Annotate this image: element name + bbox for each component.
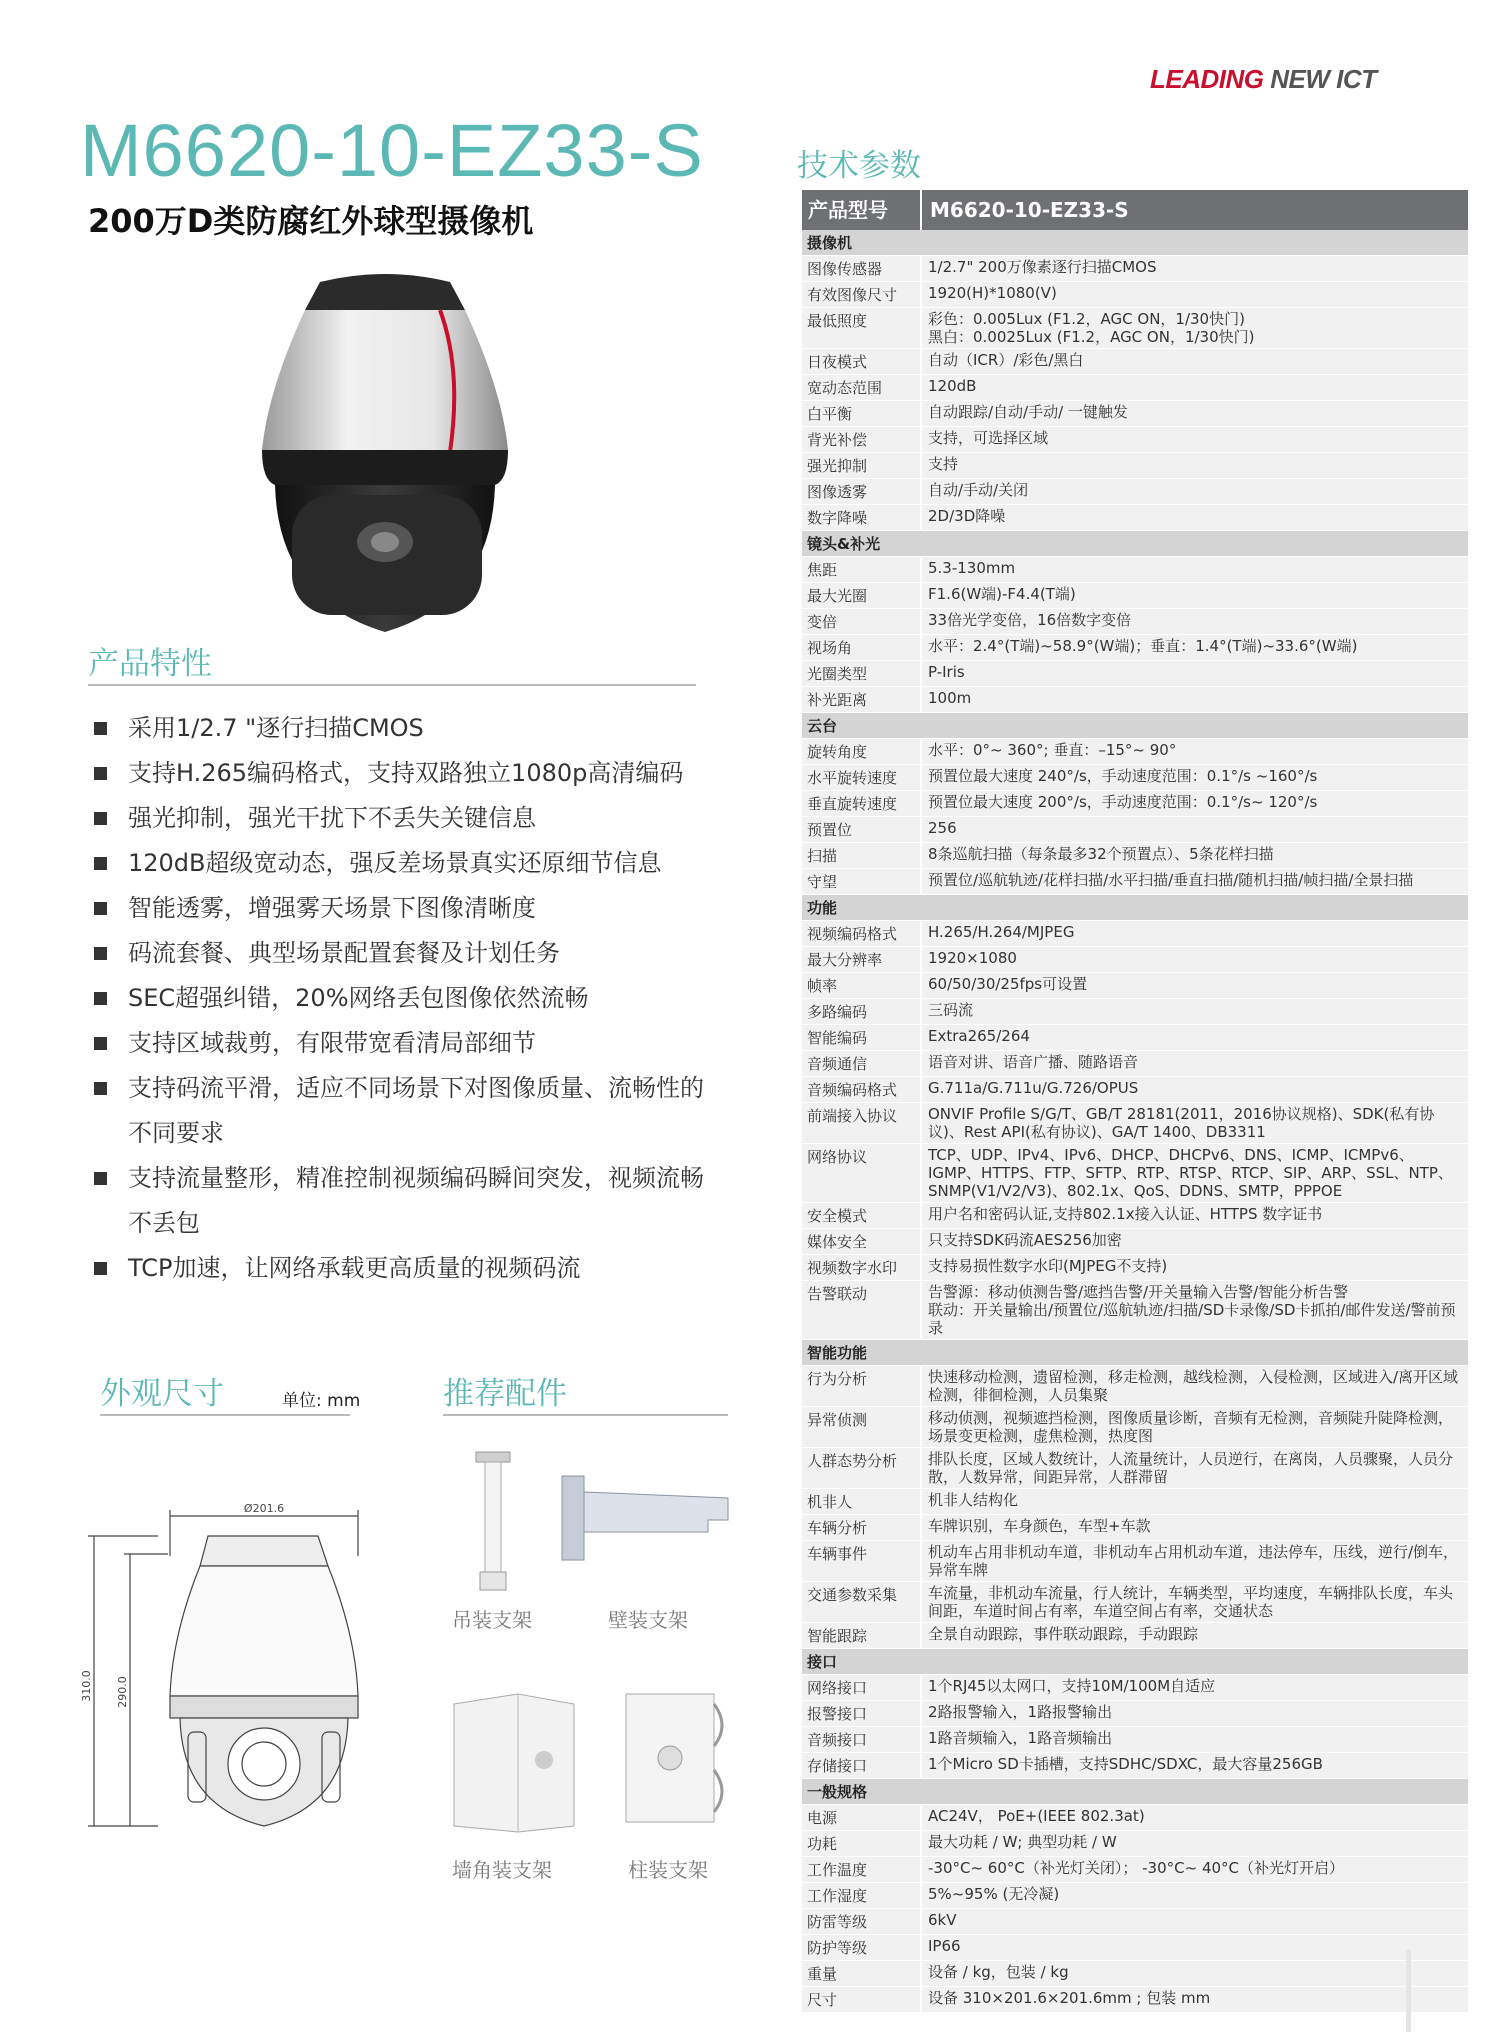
spec-key: 智能编码: [802, 1025, 922, 1050]
spec-section-title: 一般规格: [802, 1779, 1468, 1805]
spec-key: 功耗: [802, 1831, 922, 1856]
brand-logo-part2: NEW ICT: [1270, 64, 1377, 94]
spec-header-value: M6620-10-EZ33-S: [930, 198, 1129, 222]
spec-row: [802, 609, 1468, 635]
spec-row: [802, 401, 1468, 427]
feature-item: 120dB超级宽动态，强反差场景真实还原细节信息: [92, 841, 712, 886]
spec-row: [802, 1229, 1468, 1255]
spec-table-header: [802, 190, 1468, 230]
spec-key: 行为分析: [802, 1366, 922, 1406]
features-divider: [88, 684, 696, 686]
spec-key: 告警联动: [802, 1281, 922, 1339]
spec-value: 2路报警输入，1路报警输出: [928, 1703, 1113, 1721]
spec-value: 8条巡航扫描（每条最多32个预置点）、5条花样扫描: [928, 845, 1274, 863]
spec-value: 1920×1080: [928, 949, 1017, 967]
spec-value: 1/2.7" 200万像素逐行扫描CMOS: [928, 258, 1157, 276]
spec-key: 水平旋转速度: [802, 765, 922, 790]
spec-value: F1.6(W端)-F4.4(T端): [928, 585, 1076, 603]
spec-key: 最大分辨率: [802, 947, 922, 972]
spec-row: [802, 1407, 1468, 1448]
spec-value: 256: [928, 819, 957, 837]
spec-value: 车牌识别，车身颜色，车型+车款: [928, 1517, 1151, 1535]
spec-key: 前端接入协议: [802, 1103, 922, 1143]
spec-row: [802, 635, 1468, 661]
wall-mount-icon: [558, 1472, 738, 1564]
spec-key: 报警接口: [802, 1701, 922, 1726]
spec-value: -30°C~ 60°C（补光灯关闭）； -30°C~ 40°C（补光灯开启）: [928, 1859, 1345, 1877]
spec-row: [802, 921, 1468, 947]
spec-key: 背光补偿: [802, 427, 922, 452]
spec-row: [802, 1935, 1468, 1961]
spec-value: 6kV: [928, 1911, 957, 1929]
spec-key: 图像透雾: [802, 479, 922, 504]
corner-mount-icon: [448, 1690, 580, 1836]
spec-key: 扫描: [802, 843, 922, 868]
spec-key: 音频编码格式: [802, 1077, 922, 1102]
spec-key: 车辆事件: [802, 1541, 922, 1581]
spec-key: 最低照度: [802, 308, 922, 348]
spec-value: 预置位/巡航轨迹/花样扫描/水平扫描/垂直扫描/随机扫描/帧扫描/全景扫描: [928, 871, 1414, 889]
dimensions-heading: 外观尺寸: [100, 1376, 224, 1412]
spec-key: 重量: [802, 1961, 922, 1986]
dim-height-body-label: 290.0: [116, 1676, 129, 1708]
spec-value: 自动/手动/关闭: [928, 481, 1029, 499]
product-subtitle: 200万D类防腐红外球型摄像机: [88, 202, 534, 240]
spec-value: 支持易损性数字水印(MJPEG不支持): [928, 1257, 1168, 1275]
spec-section-title: 镜头&补光: [802, 531, 1468, 557]
spec-row: [802, 1541, 1468, 1582]
spec-table: [802, 190, 1468, 2013]
feature-item: SEC超强纠错，20%网络丢包图像依然流畅: [92, 976, 712, 1021]
spec-row: [802, 1366, 1468, 1407]
spec-value: 只支持SDK码流AES256加密: [928, 1231, 1122, 1249]
spec-value: 移动侦测，视频遮挡检测，图像质量诊断，音频有无检测，音频陡升陡降检测，场景变更检测，虚焦检测，热度图: [928, 1409, 1454, 1445]
spec-value: 机非人结构化: [928, 1491, 1019, 1509]
feature-item: 支持流量整形，精准控制视频编码瞬间突发，视频流畅不丢包: [92, 1156, 712, 1246]
spec-row: [802, 1255, 1468, 1281]
spec-row: [802, 1909, 1468, 1935]
spec-key: 音频通信: [802, 1051, 922, 1076]
spec-row: [802, 557, 1468, 583]
feature-item: 码流套餐、典型场景配置套餐及计划任务: [92, 931, 712, 976]
spec-row: [802, 1448, 1468, 1489]
spec-key: 多路编码: [802, 999, 922, 1024]
spec-row: [802, 1701, 1468, 1727]
spec-value: 2D/3D降噪: [928, 507, 1006, 525]
spec-key: 存储接口: [802, 1753, 922, 1778]
brand-logo-part1: LEADING: [1150, 64, 1264, 94]
feature-item: 支持H.265编码格式，支持双路独立1080p高清编码: [92, 751, 712, 796]
spec-value: 60/50/30/25fps可设置: [928, 975, 1088, 993]
spec-value: 机动车占用非机动车道，非机动车占用机动车道，违法停车，压线，逆行/倒车，异常车牌: [928, 1543, 1459, 1579]
spec-key: 图像传感器: [802, 256, 922, 281]
spec-value: 用户名和密码认证,支持802.1x接入认证、HTTPS 数字证书: [928, 1205, 1323, 1223]
spec-row: [802, 1987, 1468, 2013]
feature-item: 智能透雾，增强雾天场景下图像清晰度: [92, 886, 712, 931]
spec-key: 工作温度: [802, 1857, 922, 1882]
spec-row: [802, 765, 1468, 791]
spec-section-title: 云台: [802, 713, 1468, 739]
spec-key: 人群态势分析: [802, 1448, 922, 1488]
spec-row: [802, 1831, 1468, 1857]
spec-key: 日夜模式: [802, 349, 922, 374]
spec-key: 宽动态范围: [802, 375, 922, 400]
spec-table-body: [802, 230, 1468, 2013]
spec-value: 1920(H)*1080(V): [928, 284, 1057, 302]
spec-value: 支持，可选择区域: [928, 429, 1049, 447]
spec-row: [802, 1582, 1468, 1623]
spec-value: Extra265/264: [928, 1027, 1030, 1045]
spec-key: 防护等级: [802, 1935, 922, 1960]
spec-row: [802, 308, 1468, 349]
spec-key: 智能跟踪: [802, 1623, 922, 1648]
feature-item: 采用1/2.7 "逐行扫描CMOS: [92, 706, 712, 751]
spec-row: [802, 1515, 1468, 1541]
spec-row: [802, 1077, 1468, 1103]
spec-row: [802, 999, 1468, 1025]
spec-value: 快速移动检测，遗留检测，移走检测，越线检测，入侵检测，区域进入/离开区域检测，徘徊检测，人员集聚: [928, 1368, 1459, 1404]
spec-value: TCP、UDP、IPv4、IPv6、DHCP、DHCPv6、DNS、ICMP、ICMPv6、IGMP、HTTPS、FTP、SFTP、RTP、RTSP、RTCP、SIP、ARP、SSL、NTP、SNMP(V1/V2/V3)、802.1x、QoS、DDNS、SMTP，PPPOE: [928, 1146, 1453, 1200]
spec-key: 焦距: [802, 557, 922, 582]
spec-key: 机非人: [802, 1489, 922, 1514]
spec-section-title: 智能功能: [802, 1340, 1468, 1366]
features-heading: 产品特性: [88, 646, 212, 682]
spec-key: 网络接口: [802, 1675, 922, 1700]
spec-value: 车流量，非机动车流量，行人统计，车辆类型，平均速度，车辆排队长度，车头间距，车道时间占有率，车道空间占有率，交通状态: [928, 1584, 1454, 1620]
spec-value: 语音对讲、语音广播、随路语音: [928, 1053, 1139, 1071]
spec-key: 垂直旋转速度: [802, 791, 922, 816]
spec-row: [802, 1144, 1468, 1203]
dimensions-unit: 单位: mm: [282, 1391, 361, 1411]
spec-value: 预置位最大速度 200°/s，手动速度范围：0.1°/s~ 120°/s: [928, 793, 1318, 811]
accessory-label-pendant: 吊装支架: [452, 1608, 532, 1632]
spec-key: 视频数字水印: [802, 1255, 922, 1280]
spec-key: 强光抑制: [802, 453, 922, 478]
spec-value: 100m: [928, 689, 972, 707]
spec-row: [802, 739, 1468, 765]
spec-section-title: 功能: [802, 895, 1468, 921]
spec-value: 33倍光学变倍，16倍数字变倍: [928, 611, 1132, 629]
spec-key: 工作湿度: [802, 1883, 922, 1908]
spec-value: 1路音频输入，1路音频输出: [928, 1729, 1113, 1747]
spec-row: [802, 687, 1468, 713]
spec-row: [802, 479, 1468, 505]
dimensions-divider: [100, 1414, 350, 1416]
spec-key: 变倍: [802, 609, 922, 634]
spec-row: [802, 256, 1468, 282]
dim-width-label: Ø201.6: [243, 1502, 285, 1515]
spec-key: 视场角: [802, 635, 922, 660]
spec-row: [802, 453, 1468, 479]
dim-height-total-label: 310.0: [80, 1670, 93, 1702]
spec-header-key: 产品型号: [802, 190, 922, 230]
accessories-heading: 推荐配件: [443, 1376, 567, 1412]
spec-key: 音频接口: [802, 1727, 922, 1752]
spec-row: [802, 1103, 1468, 1144]
spec-value: G.711a/G.711u/G.726/OPUS: [928, 1079, 1139, 1097]
spec-value: 彩色：0.005Lux (F1.2，AGC ON，1/30快门) 黑白：0.0025Lux (F1.2，AGC ON，1/30快门): [928, 310, 1255, 346]
features-list: [92, 706, 712, 1291]
spec-key: 有效图像尺寸: [802, 282, 922, 307]
spec-row: [802, 1961, 1468, 1987]
spec-key: 光圈类型: [802, 661, 922, 686]
spec-row: [802, 1489, 1468, 1515]
spec-row: [802, 869, 1468, 895]
spec-key: 媒体安全: [802, 1229, 922, 1254]
spec-row: [802, 1883, 1468, 1909]
spec-key: 预置位: [802, 817, 922, 842]
page-edge-line: [1406, 1950, 1411, 2032]
spec-value: 自动跟踪/自动/手动/ 一键触发: [928, 403, 1128, 421]
accessory-label-pole: 柱装支架: [628, 1858, 708, 1882]
spec-row: [802, 1281, 1468, 1340]
spec-value: 最大功耗 / W; 典型功耗 / W: [928, 1833, 1117, 1851]
spec-value: AC24V， PoE+(IEEE 802.3at): [928, 1807, 1145, 1825]
spec-value: 设备 / kg，包装 / kg: [928, 1963, 1069, 1981]
spec-value: IP66: [928, 1937, 961, 1955]
spec-row: [802, 1203, 1468, 1229]
feature-item: 支持码流平滑，适应不同场景下对图像质量、流畅性的不同要求: [92, 1066, 712, 1156]
spec-row: [802, 843, 1468, 869]
spec-value: ONVIF Profile S/G/T、GB/T 28181(2011，2016协议规格)、SDK(私有协议)、Rest API(私有协议)、GA/T 1400、DB3311: [928, 1105, 1435, 1141]
spec-key: 电源: [802, 1805, 922, 1830]
spec-key: 守望: [802, 869, 922, 894]
spec-key: 旋转角度: [802, 739, 922, 764]
specs-heading: 技术参数: [797, 148, 921, 184]
spec-row: [802, 583, 1468, 609]
spec-value: 5%~95% (无冷凝): [928, 1885, 1060, 1903]
spec-value: H.265/H.264/MJPEG: [928, 923, 1075, 941]
spec-key: 最大光圈: [802, 583, 922, 608]
spec-key: 交通参数采集: [802, 1582, 922, 1622]
spec-row: [802, 1753, 1468, 1779]
spec-key: 白平衡: [802, 401, 922, 426]
spec-key: 防雷等级: [802, 1909, 922, 1934]
spec-key: 异常侦测: [802, 1407, 922, 1447]
spec-value: 水平：2.4°(T端)~58.9°(W端)；垂直：1.4°(T端)~33.6°(W端): [928, 637, 1358, 655]
spec-value: 三码流: [928, 1001, 974, 1019]
pole-mount-icon: [618, 1686, 734, 1830]
feature-item: TCP加速，让网络承载更高质量的视频码流: [92, 1246, 712, 1291]
spec-value: 预置位最大速度 240°/s，手动速度范围：0.1°/s ~160°/s: [928, 767, 1318, 785]
spec-row: [802, 1857, 1468, 1883]
spec-value: 1个Micro SD卡插槽，支持SDHC/SDXC，最大容量256GB: [928, 1755, 1323, 1773]
spec-value: 5.3-130mm: [928, 559, 1016, 577]
dimension-drawing: [80, 1496, 388, 1836]
feature-item: 强光抑制，强光干扰下不丢失关键信息: [92, 796, 712, 841]
spec-key: 数字降噪: [802, 505, 922, 530]
spec-key: 车辆分析: [802, 1515, 922, 1540]
camera-product-photo: [240, 270, 530, 650]
spec-row: [802, 505, 1468, 531]
product-model-title: M6620-10-EZ33-S: [80, 109, 704, 192]
spec-value: 排队长度，区域人数统计，人流量统计，人员逆行，在离岗，人员骤聚，人员分散，人数异常，间距异常，人群滞留: [928, 1450, 1454, 1486]
spec-row: [802, 427, 1468, 453]
spec-row: [802, 661, 1468, 687]
spec-row: [802, 1727, 1468, 1753]
pendant-mount-icon: [472, 1448, 514, 1594]
spec-row: [802, 349, 1468, 375]
spec-row: [802, 375, 1468, 401]
spec-value: 水平：0°~ 360°; 垂直：–15°~ 90°: [928, 741, 1177, 759]
spec-key: 网络协议: [802, 1144, 922, 1202]
spec-row: [802, 947, 1468, 973]
feature-item: 支持区域裁剪，有限带宽看清局部细节: [92, 1021, 712, 1066]
spec-row: [802, 1805, 1468, 1831]
spec-row: [802, 1025, 1468, 1051]
spec-value: P-Iris: [928, 663, 965, 681]
spec-row: [802, 1675, 1468, 1701]
spec-row: [802, 282, 1468, 308]
spec-key: 安全模式: [802, 1203, 922, 1228]
spec-row: [802, 1051, 1468, 1077]
accessories-divider: [443, 1414, 728, 1416]
spec-row: [802, 817, 1468, 843]
accessory-label-corner: 墙角装支架: [452, 1858, 552, 1882]
spec-section-title: 摄像机: [802, 230, 1468, 256]
spec-row: [802, 973, 1468, 999]
spec-value: 告警源：移动侦测告警/遮挡告警/开关量输入告警/智能分析告警 联动：开关量输出/预置位/巡航轨迹/扫描/SD卡录像/SD卡抓拍/邮件发送/警前预录: [928, 1283, 1456, 1337]
spec-value: 120dB: [928, 377, 977, 395]
spec-value: 自动（ICR）/彩色/黑白: [928, 351, 1084, 369]
spec-value: 1个RJ45以太网口，支持10M/100M自适应: [928, 1677, 1216, 1695]
spec-row: [802, 1623, 1468, 1649]
spec-section-title: 接口: [802, 1649, 1468, 1675]
spec-row: [802, 791, 1468, 817]
spec-key: 视频编码格式: [802, 921, 922, 946]
spec-key: 尺寸: [802, 1987, 922, 2012]
spec-value: 设备 310×201.6×201.6mm ; 包装 mm: [928, 1989, 1211, 2007]
spec-key: 补光距离: [802, 687, 922, 712]
spec-key: 帧率: [802, 973, 922, 998]
accessory-label-wall: 壁装支架: [608, 1608, 688, 1632]
brand-logo: [1150, 64, 1377, 95]
spec-value: 支持: [928, 455, 959, 473]
spec-value: 全景自动跟踪，事件联动跟踪，手动跟踪: [928, 1625, 1199, 1643]
